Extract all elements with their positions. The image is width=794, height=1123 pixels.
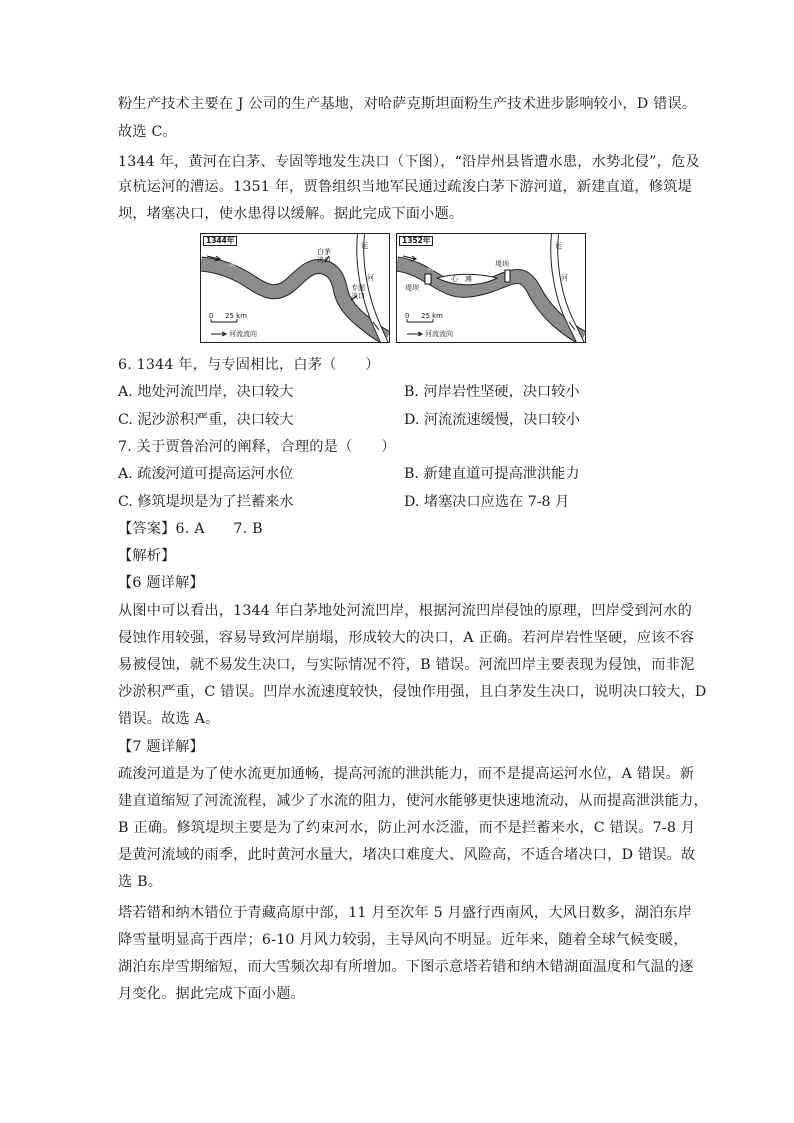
q6-explanation-heading: 【6 题详解】 [118,575,204,591]
q6-explanation-line: 易被侵蚀，就不易发生决口，与实际情况不符，B 错误。河流凹岸主要表现为侵蚀，而非泥 [118,657,695,673]
question-6-stem: 6. 1344 年，与专固相比，白茅（ ） [118,357,380,373]
river-char: 黄 [229,260,236,268]
place-label-zhuangu: 专固 [351,284,365,292]
paragraph-line: 京杭运河的漕运。1351 年，贾鲁组织当地军民通过疏浚白茅下游河道，新建直道，修筑堤 [118,179,692,195]
dam-label: 堤坝 [495,260,509,268]
paragraph-line: 1344 年，黄河在白茅、专固等地发生决口（下图），“沿岸州县皆遭水患，水势北侵”，危及 [118,154,700,170]
question-7-stem: 7. 关于贾鲁治河的阐释，合理的是（ ） [118,439,396,455]
place-label-breach: 决口 [351,292,365,300]
paragraph-line: 粉生产技术主要在 J 公司的生产基地，对哈萨克斯坦面粉生产技术进步影响较小，D 错误。 [118,96,697,112]
q6-explanation-line: 从图中可以看出，1344 年白茅地处河流凹岸，根据河流凹岸侵蚀的原理，凹岸受到河水的 [118,603,692,619]
paragraph-line: 坝，堵塞决口，使水患得以缓解。据此完成下面小题。 [118,206,464,222]
scale-label: 25 km [225,312,248,320]
q6-explanation-line: 错误。故选 A。 [118,711,220,727]
q7-option-a: A. 疏浚河道可提高运河水位 [118,466,294,482]
scale-zero: 0 [209,312,214,320]
river-char: 河 [561,274,568,282]
q7-explanation-line: B 正确。修筑堤坝主要是为了约束河水，防止河水泛滥，而不是拦蓄来水，C 错误。7-8 月 [118,820,696,836]
next-intro-line: 塔若错和纳木错位于青藏高原中部，11 月至次年 5 月盛行西南风，大风日数多，湖泊东岸 [118,905,693,921]
q7-explanation-line: 疏浚河道是为了使水流更加通畅，提高河流的泄洪能力，而不是提高运河水位，A 错误。新 [118,766,695,782]
q6-option-b: B. 河岸岩性坚硬，决口较小 [404,384,580,400]
q7-explanation-heading: 【7 题详解】 [118,739,204,755]
q7-explanation-line: 选 B。 [118,874,163,890]
q7-option-d: D. 堵塞决口应选在 7-8 月 [404,494,570,510]
answer-line: 【答案】6. A 7. B [118,521,263,537]
q6-explanation-line: 侵蚀作用较强，容易导致河岸崩塌，形成较大的决口，A 正确。若河岸岩性坚硬，应该不容 [118,630,695,646]
next-intro-line: 月变化。据此完成下面小题。 [118,986,306,1002]
shoal-label-2: 滩 [465,275,472,283]
legend-flow-direction: 河流流向 [229,330,257,338]
shoal-label-1: 心 [451,275,458,283]
dam-label: 堤坝 [405,284,419,292]
place-label-breach: 决口 [317,256,331,264]
river-char: 河 [367,274,374,282]
river-map-1352-graphic [397,234,586,343]
next-intro-line: 降雪量明显高于西岸；6-10 月风力较弱，主导风向不明显。近年来，随着全球气候变暖， [118,932,688,948]
q6-option-d: D. 河流流速缓慢，决口较小 [404,412,580,428]
paragraph-line: 故选 C。 [118,124,177,140]
place-label-baimao: 白茅 [317,248,331,256]
map-year-label: 1352年 [399,236,433,246]
river-char: 运 [361,242,368,250]
q7-option-b: B. 新建直道可提高泄洪能力 [404,466,580,482]
analysis-heading: 【解析】 [118,548,176,564]
q6-option-a: A. 地处河流凹岸，决口较大 [118,384,294,400]
map-1344 [200,233,390,343]
map-year-label: 1344年 [203,236,237,246]
river-char: 运 [555,242,562,250]
q6-explanation-line: 沙淤积严重，C 错误。凹岸水流速度较快，侵蚀作用强，且白茅发生决口，说明决口较大，D [118,684,707,700]
q7-explanation-line: 建直道缩短了河流流程，减少了水流的阻力，使河水能够更快速地流动，从而提高泄洪能力， [118,793,708,809]
scale-label: 25 km [421,312,444,320]
river-char: 黄 [427,264,434,272]
scale-zero: 0 [405,312,410,320]
map-1352 [396,233,586,343]
q6-option-c: C. 泥沙淤积严重，决口较大 [118,412,294,428]
legend-flow-direction: 河流流向 [425,330,453,338]
q7-explanation-line: 是黄河流域的雨季，此时黄河水量大，堵决口难度大、风险高，不适合堵决口，D 错误。故 [118,847,696,863]
q7-option-c: C. 修筑堤坝是为了拦蓄来水 [118,494,294,510]
next-intro-line: 湖泊东岸雪期缩短，而大雪频次却有所增加。下图示意塔若错和纳木错湖面温度和气温的逐 [118,959,694,975]
river-maps-figure [200,233,592,343]
